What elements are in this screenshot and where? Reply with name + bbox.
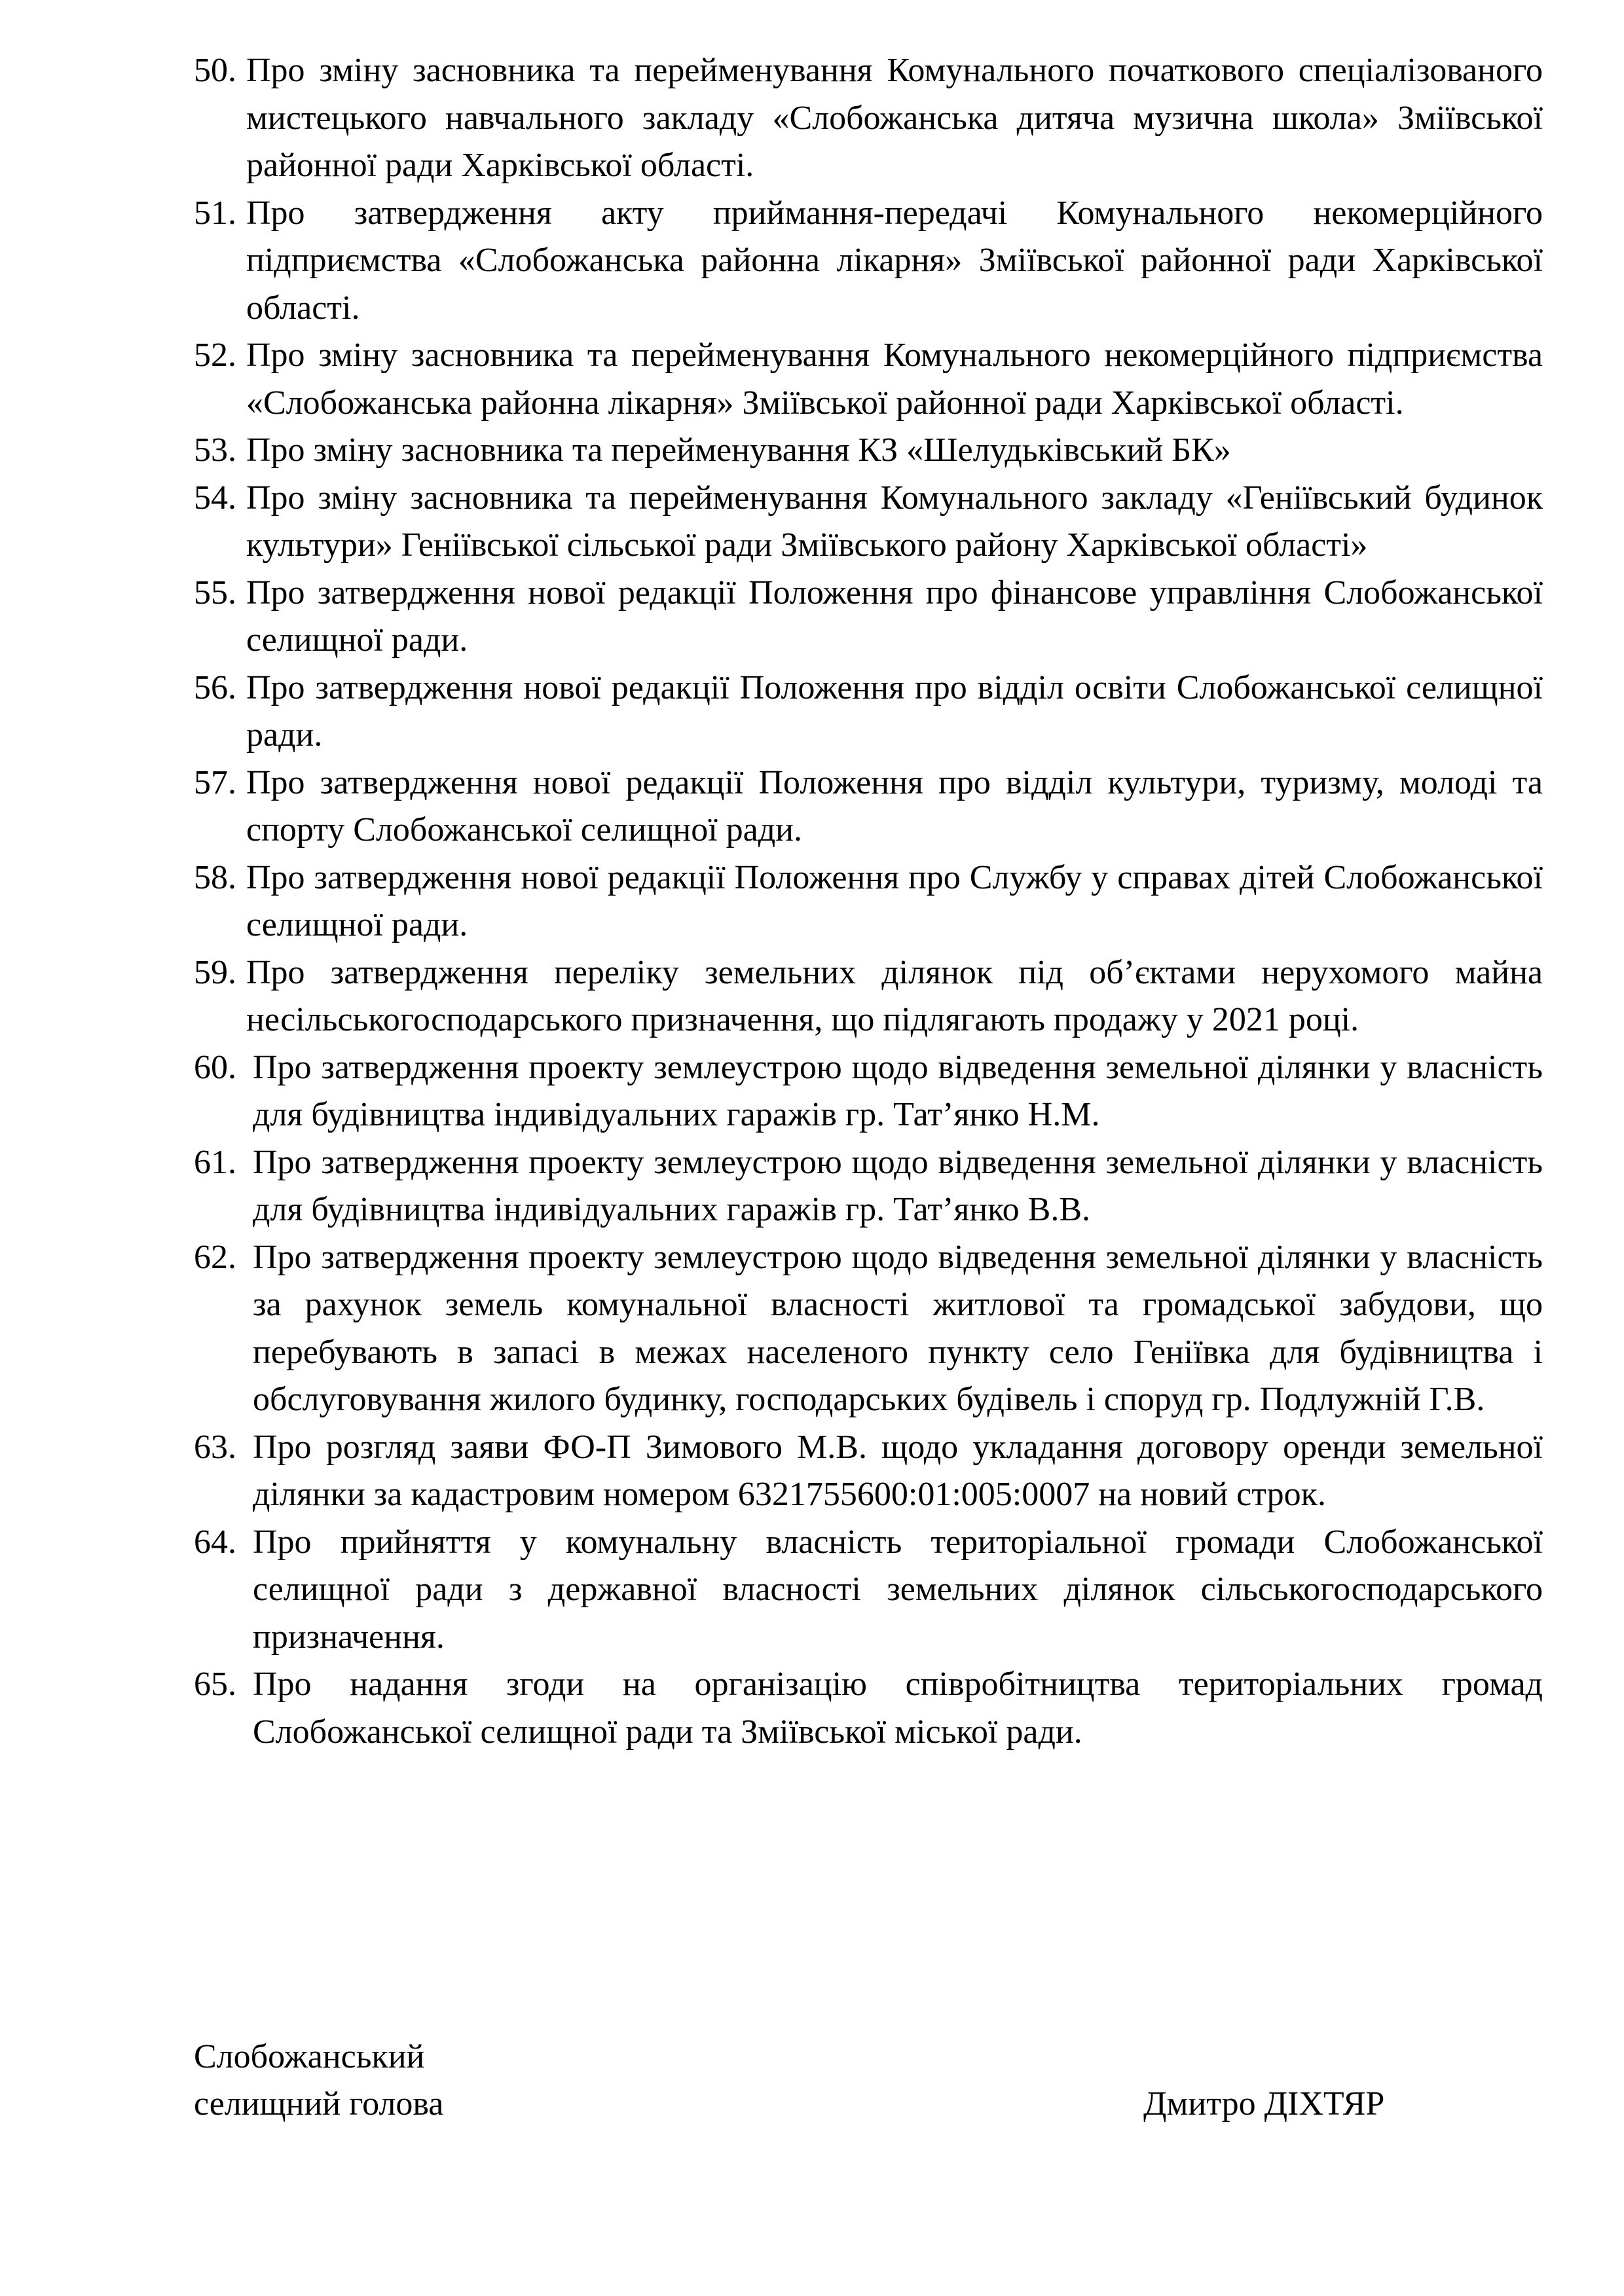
agenda-item [194, 427, 1543, 475]
agenda-item-text: Про затвердження проекту землеустрою щодо відведення земельної ділянки у власність для будівництва індивідуальних гаражів гр. Тат’янко Н.М. [253, 1048, 1543, 1133]
agenda-item [194, 1044, 1543, 1139]
agenda-item-number: 57. [194, 763, 236, 801]
agenda-item-number: 52. [194, 337, 236, 374]
agenda-item-text: Про надання згоди на організацію співробітництва територіальних громад Слобожанської селищної ради та Зміївської міської ради. [253, 1666, 1543, 1751]
agenda-item [194, 1519, 1543, 1662]
agenda-item [194, 1424, 1543, 1519]
agenda-item-number: 63. [194, 1428, 236, 1466]
agenda-item-number: 53. [194, 431, 236, 469]
agenda-item [194, 475, 1543, 570]
agenda-item-number: 62. [194, 1238, 236, 1276]
agenda-item-text: Про затвердження нової редакції Положення про відділ освіти Слобожанської селищної ради. [246, 668, 1543, 754]
agenda-item-number: 59. [194, 953, 236, 991]
agenda-item-number: 55. [194, 574, 236, 611]
agenda-item [194, 1139, 1543, 1234]
signatory-position-line: Слобожанський [194, 2038, 425, 2075]
agenda-item-text: Про зміну засновника та перейменування Комунального початкового спеціалізованого мистецького навчального закладу «Слобожанська дитяча музична школа» Зміївської районної ради Харківської області. [246, 52, 1543, 184]
agenda-item-number: 50. [194, 52, 236, 89]
agenda-item-number: 61. [194, 1143, 236, 1181]
agenda-item-text: Про розгляд заяви ФО-П Зимового М.В. щодо укладання договору оренди земельної ділянки за кадастровим номером 6321755600:01:005:0007 на новий строк. [253, 1428, 1543, 1513]
agenda-item-number: 54. [194, 479, 236, 517]
agenda-item-text: Про затвердження проекту землеустрою щодо відведення земельної ділянки у власність за рахунок земель комунальної власності житлової та громадської забудови, що перебувають в запасі в межах населеного пункту село Геніївка для будівництва і обслуговування жилого будинку, господарських будівель і споруд гр. Подлужній Г.В. [253, 1238, 1543, 1418]
agenda-item-text: Про зміну засновника та перейменування Комунального некомерційного підприємства «Слобожанська районна лікарня» Зміївської районної ради Харківської області. [246, 337, 1543, 422]
agenda-item-text: Про затвердження переліку земельних ділянок під об’єктами нерухомого майна несільськогосподарського призначення, що підлягають продажу у 2021 році. [246, 953, 1543, 1038]
agenda-item-number: 51. [194, 194, 236, 232]
agenda-item-number: 64. [194, 1523, 236, 1561]
agenda-item-text: Про затвердження нової редакції Положення про Службу у справах дітей Слобожанської селищної ради. [246, 858, 1543, 943]
signatory-position [194, 2033, 783, 2128]
agenda-item-text: Про затвердження проекту землеустрою щодо відведення земельної ділянки у власність для будівництва індивідуальних гаражів гр. Тат’янко В.В. [253, 1143, 1543, 1228]
agenda-item [194, 47, 1543, 190]
agenda-item-text: Про зміну засновника та перейменування КЗ «Шелудьківський БК» [246, 431, 1231, 469]
agenda-item-number: 60. [194, 1048, 236, 1086]
agenda-item [194, 332, 1543, 427]
agenda-item-text: Про прийняття у комунальну власність територіальної громади Слобожанської селищної ради з державної власності земельних ділянок сільськогосподарського призначення. [253, 1523, 1543, 1656]
agenda-item [194, 570, 1543, 665]
agenda-item-number: 58. [194, 858, 236, 896]
agenda-item-text: Про зміну засновника та перейменування Комунального закладу «Геніївський будинок культури» Геніївської сільської ради Зміївського району Харківської області» [246, 479, 1543, 564]
agenda-item [194, 949, 1543, 1044]
agenda-item-text: Про затвердження нової редакції Положення про фінансове управління Слобожанської селищної ради. [246, 574, 1543, 659]
agenda-item [194, 759, 1543, 854]
signatory-position-line: селищний голова [194, 2085, 444, 2123]
agenda-item-text: Про затвердження акту приймання-передачі Комунального некомерційного підприємства «Слобожанська районна лікарня» Зміївської районної ради Харківської області. [246, 194, 1543, 327]
agenda-item-number: 65. [194, 1666, 236, 1703]
agenda-item-number: 56. [194, 668, 236, 706]
agenda-item [194, 1234, 1543, 1424]
agenda-item [194, 854, 1543, 949]
agenda-item [194, 190, 1543, 333]
signatory-name: Дмитро ДІХТЯР [1143, 2085, 1385, 2123]
agenda-item [194, 665, 1543, 759]
agenda-item-text: Про затвердження нової редакції Положення про відділ культури, туризму, молоді та спорту Слобожанської селищної ради. [246, 763, 1543, 848]
agenda-item [194, 1661, 1543, 1756]
agenda-list [194, 47, 1543, 1756]
